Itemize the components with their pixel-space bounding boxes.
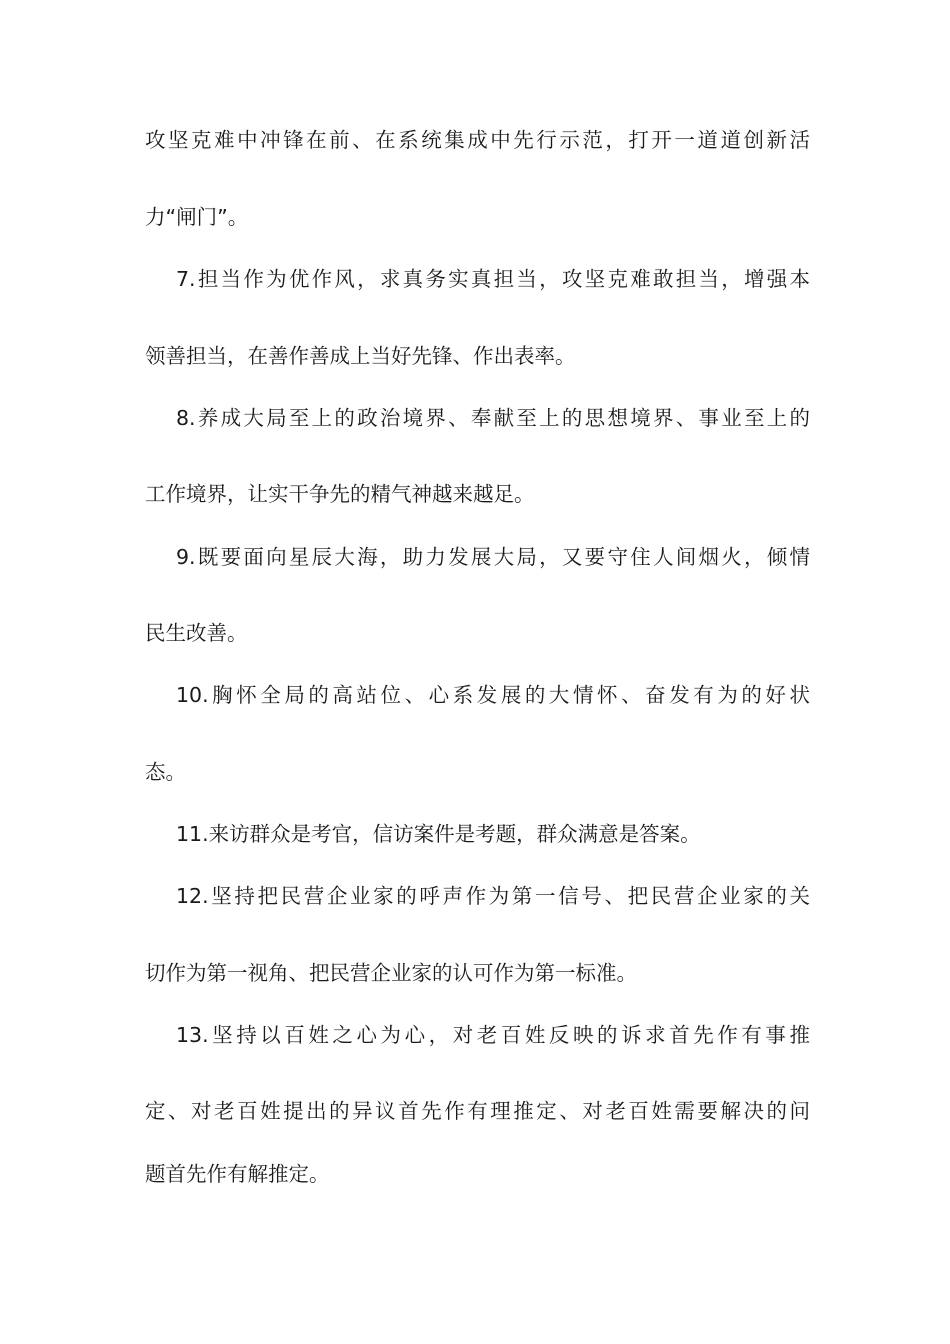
paragraph-10-line: 10.胸怀全局的高站位、心系发展的大情怀、奋发有为的好状 <box>176 683 810 707</box>
text-line: 态。 <box>145 760 186 784</box>
text-line: 力“闸门”。 <box>145 205 249 229</box>
text-line: 定、对老百姓提出的异议首先作有理推定、对老百姓需要解决的问 <box>145 1099 810 1123</box>
text-line: 工作境界，让实干争先的精气神越来越足。 <box>145 482 535 506</box>
paragraph-8-line: 8.养成大局至上的政治境界、奉献至上的思想境界、事业至上的 <box>176 406 810 430</box>
text-line: 领善担当，在善作善成上当好先锋、作出表率。 <box>145 344 576 368</box>
paragraph-13-line: 13.坚持以百姓之心为心，对老百姓反映的诉求首先作有事推 <box>176 1023 810 1047</box>
text-line: 攻坚克难中冲锋在前、在系统集成中先行示范，打开一道道创新活 <box>145 128 810 152</box>
text-line: 民生改善。 <box>145 621 248 645</box>
paragraph-7-line: 7.担当作为优作风，求真务实真担当，攻坚克难敢担当，增强本 <box>176 267 810 291</box>
paragraph-11-line: 11.来访群众是考官，信访案件是考题，群众满意是答案。 <box>176 822 701 846</box>
text-line: 切作为第一视角、把民营企业家的认可作为第一标准。 <box>145 961 637 985</box>
paragraph-9-line: 9.既要面向星辰大海，助力发展大局，又要守住人间烟火，倾情 <box>176 545 810 569</box>
text-line: 题首先作有解推定。 <box>145 1162 330 1186</box>
paragraph-12-line: 12.坚持把民营企业家的呼声作为第一信号、把民营企业家的关 <box>176 884 810 908</box>
